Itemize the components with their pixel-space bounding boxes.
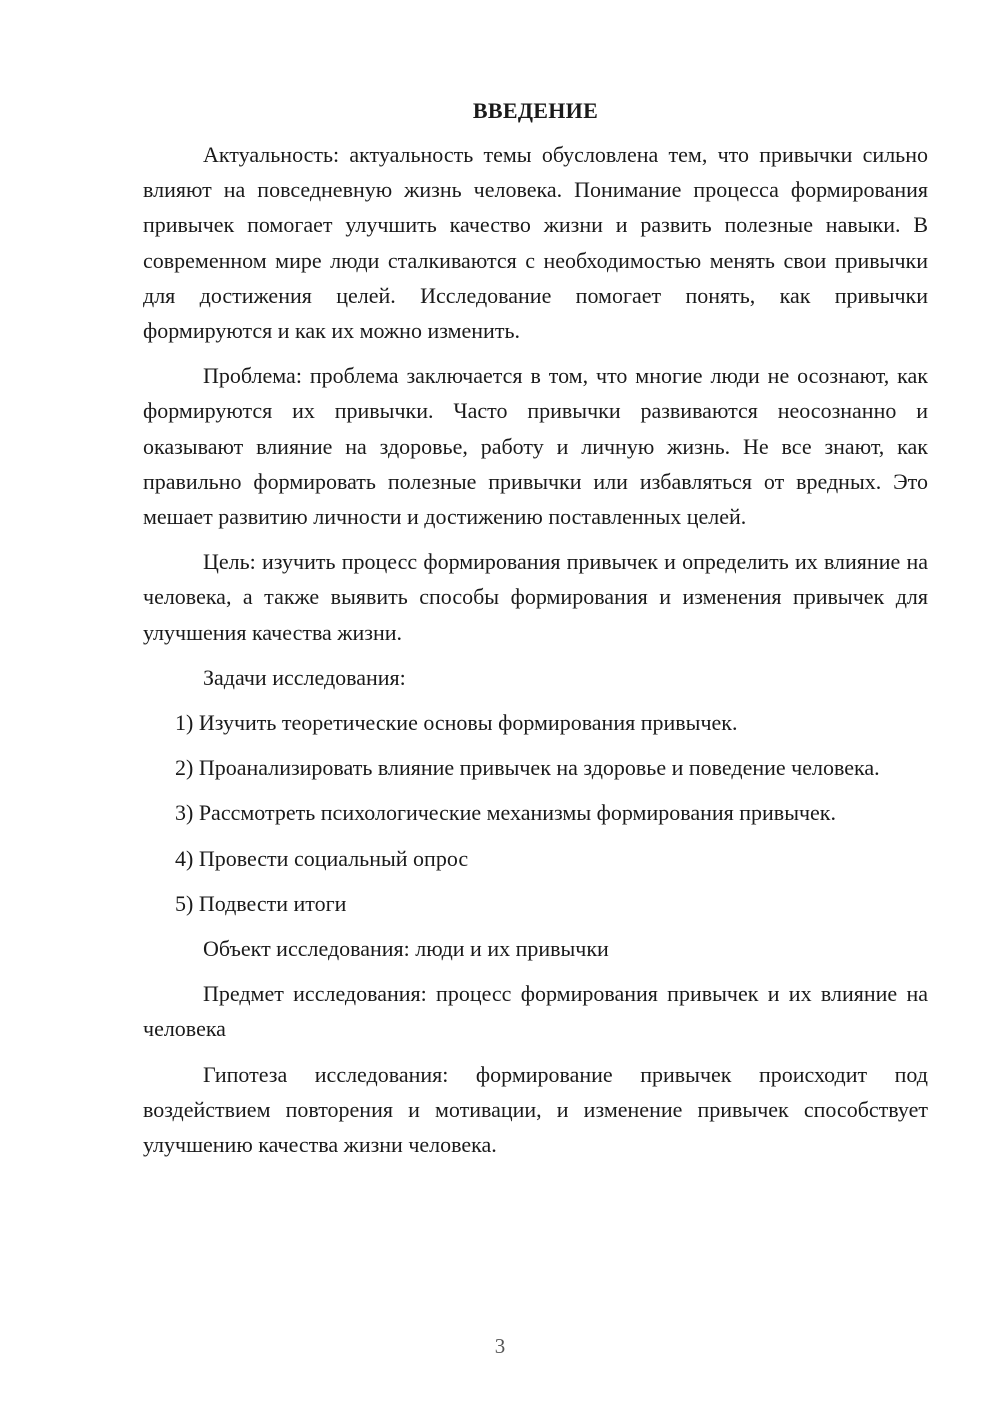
hypothesis-paragraph: Гипотеза исследования: формирование привычек происходит под воздействием повторения и мотивации, и изменение привычек способствует улучшению качества жизни человека. — [143, 1061, 928, 1158]
task-item-4: 4) Провести социальный опрос — [175, 845, 469, 871]
object-paragraph: Объект исследования: люди и их привычки — [203, 936, 609, 962]
relevance-paragraph: Актуальность: актуальность темы обусловлена тем, что привычки сильно влияют на повседневную жизнь человека. Понимание процесса формирования привычек помогает улучшить качество жизни и развить полезные навыки. В современном мире люди сталкиваются с необходимостью менять свои привычки для достижения целей. Исследование помогает понять, как привычки формируются и как их можно изменить. — [143, 142, 928, 344]
task-item-2: 2) Проанализировать влияние привычек на здоровье и поведение человека. — [175, 755, 880, 781]
section-title: ВВЕДЕНИЕ — [472, 98, 599, 123]
page-content — [143, 95, 928, 1172]
page-number: 3 — [494, 1334, 506, 1358]
goal-paragraph: Цель: изучить процесс формирования привычек и определить их влияние на человека, а также выявить способы формирования и изменения привычек для улучшения качества жизни. — [143, 549, 928, 645]
task-item-3: 3) Рассмотреть психологические механизмы формирования привычек. — [175, 800, 836, 826]
subject-paragraph: Предмет исследования: процесс формирования привычек и их влияние на человека — [143, 981, 928, 1042]
task-item-1: 1) Изучить теоретические основы формирования привычек. — [175, 710, 738, 736]
problem-paragraph: Проблема: проблема заключается в том, что многие люди не осознают, как формируются их привычки. Часто привычки развиваются неосознанно и оказывают влияние на здоровье, работу и личную жизнь. Не все знают, как правильно формировать полезные привычки или избавляться от вредных. Это мешает развитию личности и достижению поставленных целей. — [143, 363, 928, 530]
tasks-heading: Задачи исследования: — [203, 664, 406, 690]
task-item-5: 5) Подвести итоги — [175, 890, 347, 916]
